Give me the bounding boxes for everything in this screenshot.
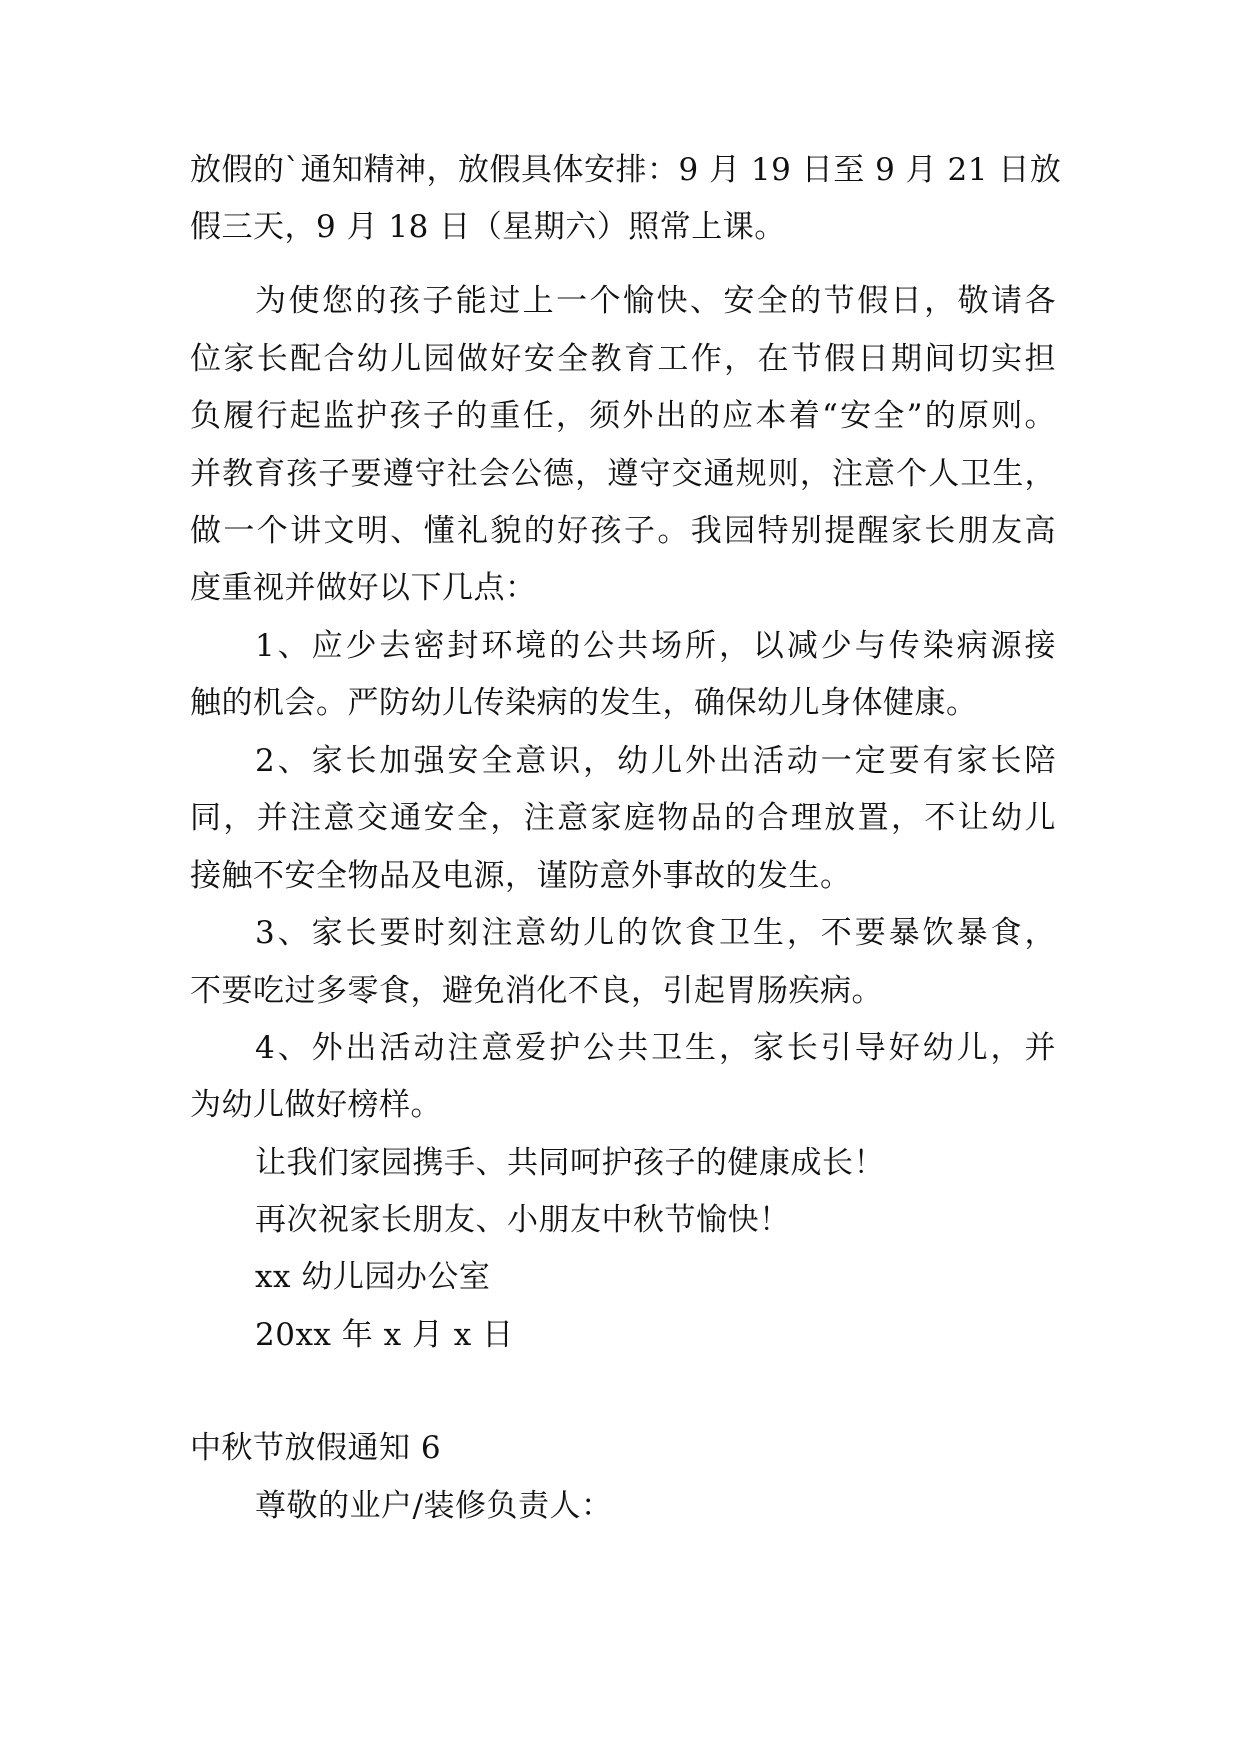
paragraph-2-line-4: 并教育孩子要遵守社会公德，遵守交通规则，注意个人卫生， xyxy=(190,456,1056,492)
paragraph-2-line-5: 做一个讲文明、懂礼貌的好孩子。我园特别提醒家长朋友高 xyxy=(190,513,1056,549)
paragraph-1-line-1: 放假的`通知精神，放假具体安排：9 月 19 日至 9 月 21 日放 xyxy=(190,152,1062,188)
item-4-line-1: 4、外出活动注意爱护公共卫生，家长引导好幼儿，并 xyxy=(255,1030,1056,1066)
item-1-line-2: 触的机会。严防幼儿传染病的发生，确保幼儿身体健康。 xyxy=(190,685,978,721)
item-3-line-1: 3、家长要时刻注意幼儿的饮食卫生，不要暴饮暴食， xyxy=(255,915,1056,951)
paragraph-1-line-2: 假三天，9 月 18 日（星期六）照常上课。 xyxy=(190,209,786,245)
date: 20xx 年 x 月 x 日 xyxy=(255,1317,514,1353)
salutation: 尊敬的业户/装修负责人： xyxy=(255,1488,613,1524)
item-2-line-2: 同，并注意交通安全，注意家庭物品的合理放置，不让幼儿 xyxy=(190,800,1056,836)
item-2-line-3: 接触不安全物品及电源，谨防意外事故的发生。 xyxy=(190,858,852,894)
paragraph-2-line-2: 位家长配合幼儿园做好安全教育工作，在节假日期间切实担 xyxy=(190,341,1056,377)
section-title: 中秋节放假通知 6 xyxy=(190,1430,442,1466)
paragraph-2-line-1: 为使您的孩子能过上一个愉快、安全的节假日，敬请各 xyxy=(255,283,1056,319)
paragraph-2-line-6: 度重视并做好以下几点： xyxy=(190,570,537,606)
item-1-line-1: 1、应少去密封环境的公共场所，以减少与传染病源接 xyxy=(255,628,1056,664)
item-3-line-2: 不要吃过多零食，避免消化不良，引起胃肠疾病。 xyxy=(190,973,883,1009)
item-4-line-2: 为幼儿做好榜样。 xyxy=(190,1087,442,1123)
paragraph-2-line-3: 负履行起监护孩子的重任，须外出的应本着“安全”的原则。 xyxy=(190,398,1056,434)
closing-line-2: 再次祝家长朋友、小朋友中秋节愉快！ xyxy=(255,1202,791,1238)
item-2-line-1: 2、家长加强安全意识，幼儿外出活动一定要有家长陪 xyxy=(255,743,1056,779)
closing-line-1: 让我们家园携手、共同呵护孩子的健康成长！ xyxy=(255,1145,885,1181)
signature: xx 幼儿园办公室 xyxy=(255,1259,491,1295)
